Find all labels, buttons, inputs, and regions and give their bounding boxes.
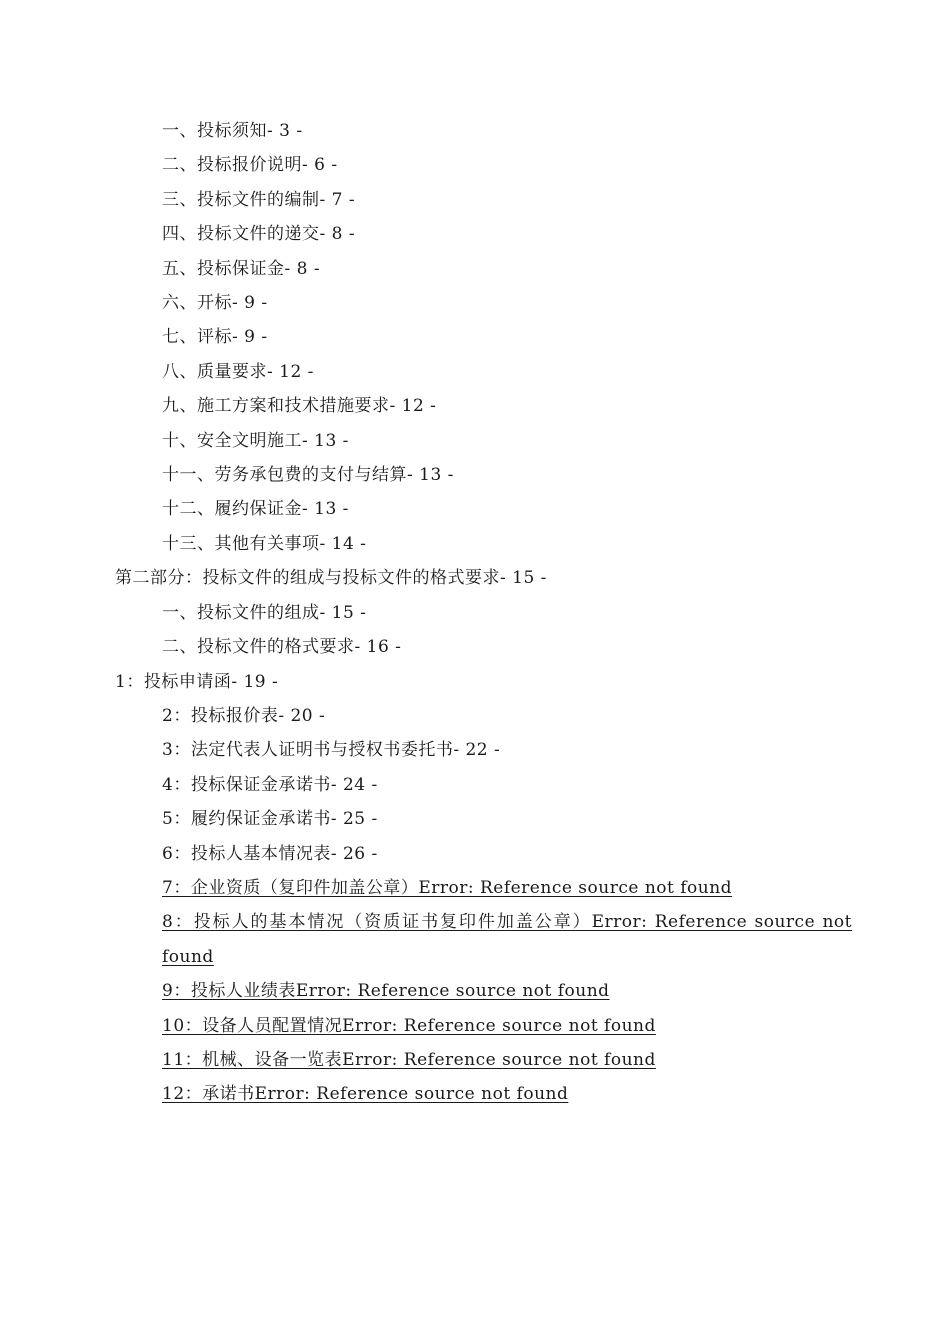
toc-entry[interactable]: 八、质量要求- 12 - <box>162 361 314 382</box>
toc-link-entry[interactable]: 10：设备人员配置情况Error: Reference source not found <box>162 1015 656 1036</box>
toc-form-heading[interactable]: 1：投标申请函- 19 - <box>115 671 279 692</box>
toc-entry[interactable]: 五、投标保证金- 8 - <box>162 258 321 279</box>
toc-entry[interactable]: 十二、履约保证金- 13 - <box>162 499 349 520</box>
table-of-contents <box>0 114 950 1112</box>
toc-entry[interactable]: 二、投标报价说明- 6 - <box>162 155 338 176</box>
toc-link-entry[interactable]: 11：机械、设备一览表Error: Reference source not found <box>162 1049 656 1070</box>
toc-entry[interactable]: 四、投标文件的递交- 8 - <box>162 224 356 245</box>
toc-section-heading[interactable]: 第二部分：投标文件的组成与投标文件的格式要求- 15 - <box>115 568 547 589</box>
toc-entry[interactable]: 3：法定代表人证明书与授权书委托书- 22 - <box>162 740 501 761</box>
toc-entry[interactable]: 2：投标报价表- 20 - <box>162 705 326 726</box>
toc-entry[interactable]: 4：投标保证金承诺书- 24 - <box>162 774 378 795</box>
toc-entry[interactable]: 十一、劳务承包费的支付与结算- 13 - <box>162 465 454 486</box>
toc-entry[interactable]: 5：履约保证金承诺书- 25 - <box>162 809 378 830</box>
toc-entry[interactable]: 三、投标文件的编制- 7 - <box>162 189 356 210</box>
toc-entry[interactable]: 六、开标- 9 - <box>162 293 268 314</box>
toc-entry[interactable]: 十、安全文明施工- 13 - <box>162 430 349 451</box>
toc-entry[interactable]: 6：投标人基本情况表- 26 - <box>162 843 378 864</box>
toc-entry[interactable]: 九、施工方案和技术措施要求- 12 - <box>162 396 437 417</box>
toc-link-entry[interactable]: 7：企业资质（复印件加盖公章）Error: Reference source not found <box>162 877 733 898</box>
toc-link-entry[interactable]: 9：投标人业绩表Error: Reference source not found <box>162 981 610 1002</box>
toc-link-entry[interactable]: 12：承诺书Error: Reference source not found <box>162 1084 569 1105</box>
toc-link-entry[interactable]: 8：投标人的基本情况（资质证书复印件加盖公章）Error: Reference source not found <box>162 912 852 967</box>
toc-entry[interactable]: 二、投标文件的格式要求- 16 - <box>162 637 402 658</box>
toc-entry[interactable]: 一、投标须知- 3 - <box>162 121 303 141</box>
toc-entry[interactable]: 十三、其他有关事项- 14 - <box>162 533 367 554</box>
toc-entry[interactable]: 一、投标文件的组成- 15 - <box>162 602 367 623</box>
toc-entry[interactable]: 七、评标- 9 - <box>162 327 268 348</box>
